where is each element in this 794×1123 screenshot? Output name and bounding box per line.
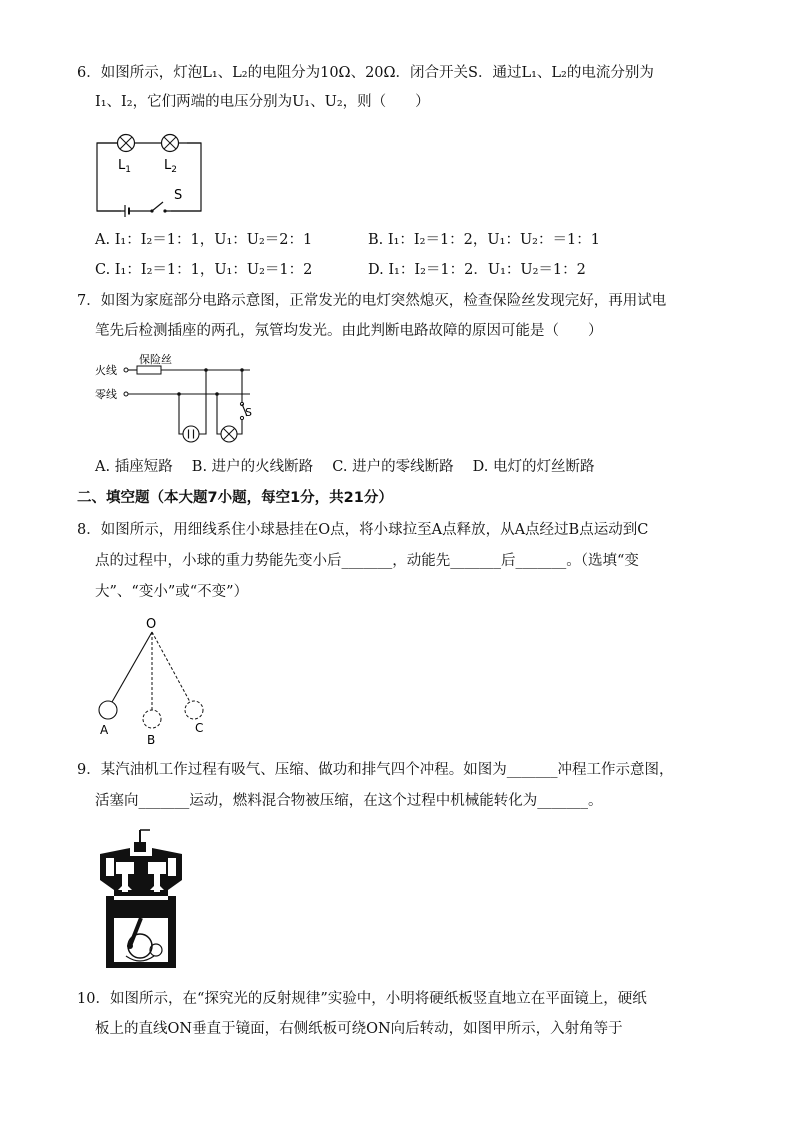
q7-household-circuit-diagram	[95, 352, 260, 444]
q7-options: A. 插座短路 B. 进户的火线断路 C. 进户的零线断路 D. 电灯的灯丝断路	[95, 459, 595, 475]
q6-line-1: 6．如图所示，灯泡L₁、L₂的电阻分为10Ω、20Ω．闭合开关S．通过L₁、L₂的电流分别为	[77, 65, 654, 81]
q6-circuit-diagram	[95, 128, 205, 216]
label-l2: $L_2$	[164, 158, 177, 175]
socket-icon	[183, 426, 199, 442]
ball-b-icon	[143, 710, 161, 728]
label-s: S	[174, 188, 183, 203]
label-live-wire: 火线	[95, 364, 117, 377]
q8-line-1: 8．如图所示，用细线系住小球悬挂在O点，将小球拉至A点释放，从A点经过B点运动到C	[77, 522, 649, 538]
fuse-icon	[137, 366, 161, 374]
q7-line-2: 笔先后检测插座的两孔，氖管均发光。由此判断电路故障的原因可能是（ ）	[95, 323, 603, 339]
q6-option-d: D. I₁：I₂＝1：2．U₁：U₂＝1：2	[368, 262, 586, 278]
q8-line-3: 大”、“变小”或“不变”）	[95, 584, 249, 600]
q7-line-1: 7．如图为家庭部分电路示意图，正常发光的电灯突然熄灭，检查保险丝发现完好，再用试电	[77, 293, 667, 309]
q9-engine-cylinder-diagram	[96, 828, 186, 974]
q8-pendulum-diagram	[95, 614, 220, 749]
q6-option-c: C. I₁：I₂＝1：1，U₁：U₂＝1：2	[95, 262, 313, 278]
q10-line-1: 10．如图所示，在“探究光的反射规律”实验中，小明将硬纸板竖直地立在平面镜上，硬纸	[77, 991, 647, 1007]
q9-line-1: 9．某汽油机工作过程有吸气、压缩、做功和排气四个冲程。如图为_______冲程工作示意图，	[77, 762, 674, 778]
label-l1: $L_1$	[118, 158, 131, 175]
label-s: S	[245, 406, 252, 419]
q6-option-b: B. I₁：I₂＝1：2，U₁：U₂：＝1：1	[368, 232, 600, 248]
ball-a-icon	[99, 701, 117, 719]
section-heading: 二、填空题（本大题7小题，每空1分，共21分）	[77, 490, 393, 506]
q6-option-a: A. I₁：I₂＝1：1，U₁：U₂＝2：1	[95, 232, 313, 248]
label-b: B	[147, 733, 156, 747]
label-o: O	[146, 617, 157, 632]
label-a: A	[100, 723, 109, 737]
ball-c-icon	[185, 701, 203, 719]
label-neutral-wire: 零线	[95, 388, 117, 401]
piston-icon	[114, 900, 168, 918]
label-c: C	[195, 721, 204, 735]
q9-line-2: 活塞向_______运动，燃料混合物被压缩，在这个过程中机械能转化为_______。	[95, 793, 603, 809]
q8-line-2: 点的过程中，小球的重力势能先变小后_______，动能先_______后_______。（选填“变	[95, 553, 639, 569]
q6-line-2: I₁、I₂，它们两端的电压分别为U₁、U₂，则（ ）	[95, 94, 430, 110]
q10-line-2: 板上的直线ON垂直于镜面，右侧纸板可绕ON向后转动，如图甲所示，入射角等于	[95, 1021, 623, 1037]
label-fuse: 保险丝	[139, 353, 172, 366]
